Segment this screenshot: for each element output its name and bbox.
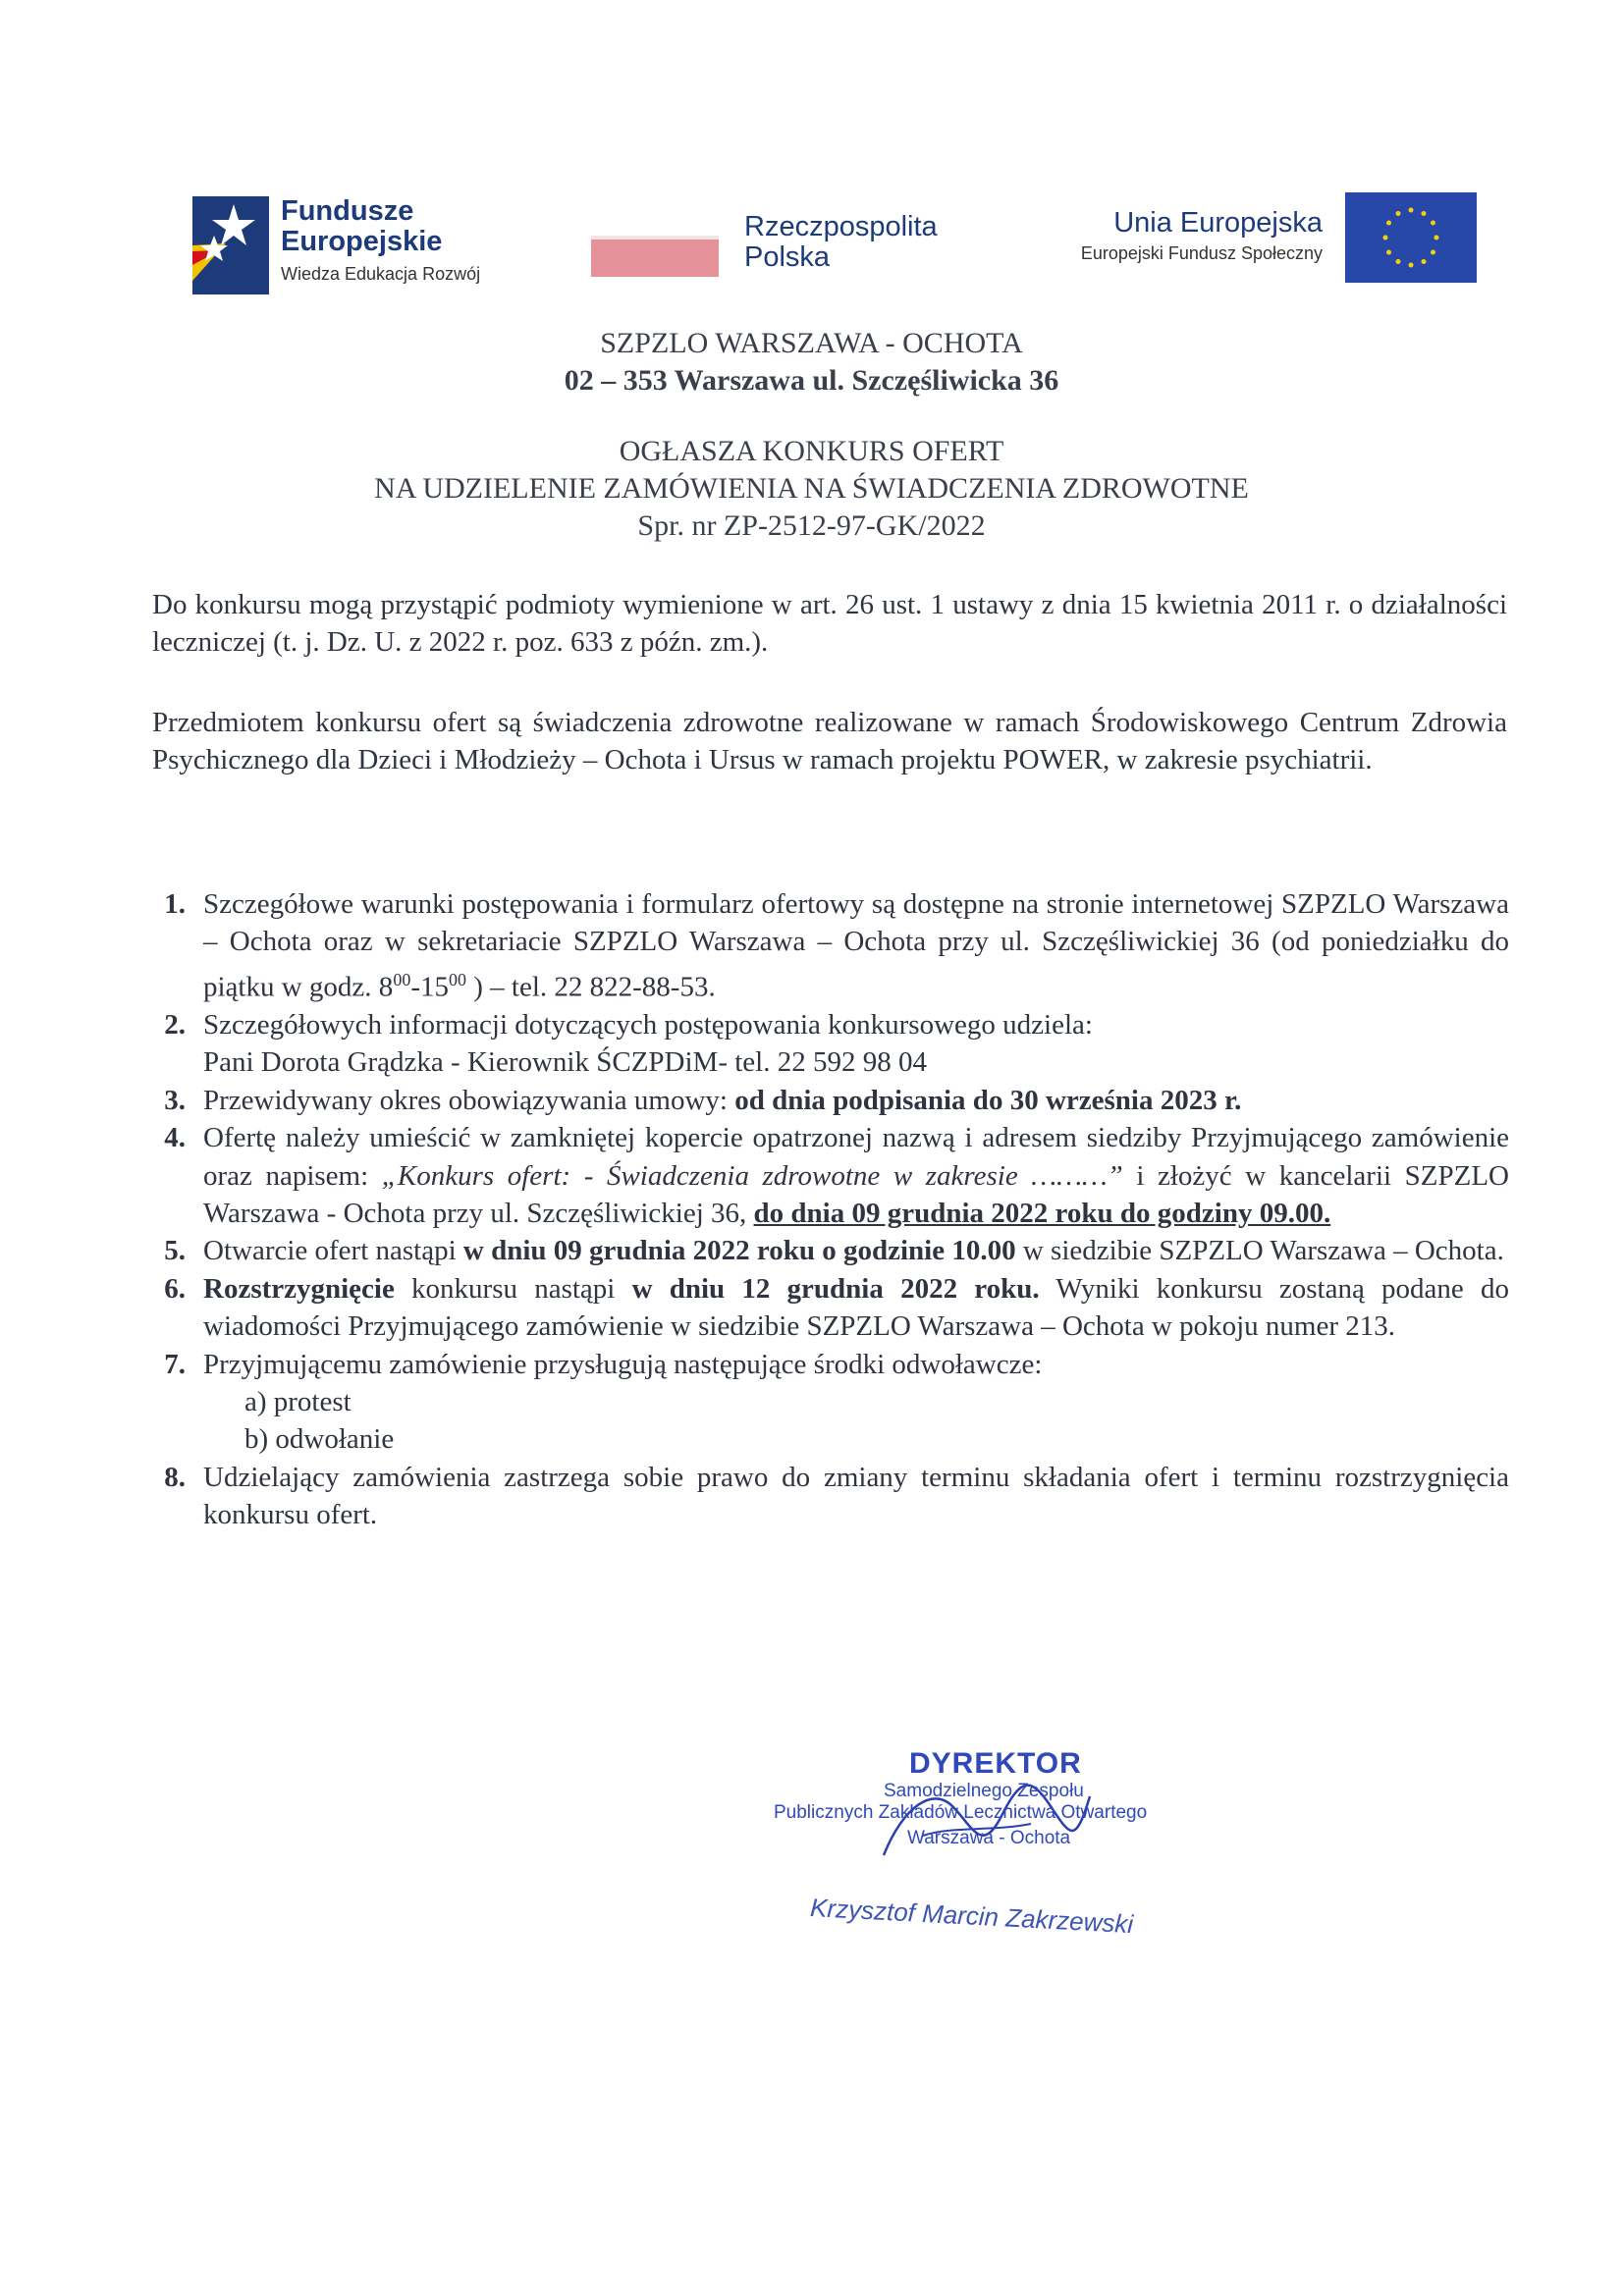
item1-phone: ) – tel. 22 822-88-53. — [465, 971, 716, 1003]
item3-text: Przewidywany okres obowiązywania umowy: — [203, 1084, 735, 1116]
logo-bar — [0, 192, 1623, 300]
org-address: 02 – 353 Warszawa ul. Szczęśliwicka 36 — [564, 364, 1059, 397]
item-number: 6. — [164, 1272, 186, 1305]
item-number: 2. — [164, 1008, 186, 1041]
intro-paragraph-2 — [152, 704, 1507, 778]
item4-submit: i złożyć w kancelarii SZPZLO Warszawa - Ochota przy ul. Szczęśliwickiej 36, — [203, 1159, 1509, 1229]
item6-heading: Rozstrzygnięcie — [203, 1272, 395, 1305]
item5-text: Otwarcie ofert nastąpi — [203, 1235, 463, 1267]
item3-period: od dnia podpisania do 30 września 2023 r. — [734, 1084, 1242, 1116]
list-item — [152, 1006, 1509, 1082]
case-number: Spr. nr ZP-2512-97-GK/2022 — [637, 509, 986, 542]
stamp-line3: Warszawa - Ochota — [907, 1828, 1071, 1848]
fe-tagline: Wiedza Edukacja Rozwój — [281, 264, 481, 284]
fundusze-europejskie-logo-text — [281, 196, 480, 287]
stamp-line1: Samodzielnego Zespołu — [884, 1781, 1084, 1801]
polish-flag-icon — [591, 236, 719, 277]
director-stamp — [766, 1747, 1237, 1944]
list-item — [152, 1082, 1509, 1119]
intro-p2: Przedmiotem konkursu ofert są świadczenia zdrowotne realizowane w ramach Środowiskowego Centrum Zdrowia Psychicznego dla Dzieci i Młodzieży – Ochota i Ursus w ramach projektu POWER, w zakresie psychiatrii. — [152, 707, 1507, 775]
item-number: 3. — [164, 1084, 186, 1116]
fe-line1: Fundusze — [281, 195, 414, 227]
item4-envelope-label: „Konkurs ofert: - Świadczenia zdrowotne w zakresie ………” — [381, 1159, 1123, 1192]
item5-place: w siedzibie SZPZLO Warszawa – Ochota. — [1015, 1235, 1504, 1267]
item7-appeal: b) odwołanie — [244, 1423, 395, 1456]
org-name: SZPZLO WARSZAWA - OCHOTA — [600, 327, 1023, 359]
title-line2: NA UDZIELENIE ZAMÓWIENIA NA ŚWIADCZENIA ZDROWOTNE — [374, 472, 1249, 505]
item7-text: Przyjmującemu zamówienie przysługują następujące środki odwoławcze: — [203, 1348, 1043, 1380]
item1-text: Szczegółowe warunki postępowania i formularz ofertowy są dostępne na stronie internetowej SZPZLO Warszawa – Ochota oraz w sekretariacie SZPZLO Warszawa – Ochota przy ul. Szczęśliwickiej 36 (od poniedziałku do piątku w godz. 8 — [203, 888, 1509, 1003]
item4-deadline: do dnia 09 grudnia 2022 roku do godziny 09.00. — [753, 1197, 1331, 1229]
item-number: 7. — [164, 1348, 186, 1380]
title-line1: OGŁASZA KONKURS OFERT — [619, 435, 1004, 467]
item2-contact: Pani Dorota Grądzka - Kierownik ŚCZPDiM- tel. 22 592 98 04 — [203, 1046, 927, 1079]
list-item — [152, 1346, 1509, 1459]
item-number: 1. — [164, 888, 186, 920]
fe-line2: Europejskie — [281, 226, 443, 257]
list-item — [152, 1119, 1509, 1232]
stamp-line2: Publicznych Zakładów Lecznictwa Otwartego — [774, 1802, 1148, 1823]
ue-line2: Europejski Fundusz Społeczny — [1080, 243, 1323, 263]
item8-text: Udzielający zamówienia zastrzega sobie prawo do zmiany terminu składania ofert i terminu rozstrzygnięcia konkursu ofert. — [203, 1461, 1509, 1531]
item1-sup1: 00 — [393, 969, 411, 989]
conditions-list — [152, 885, 1509, 1534]
rp-line1: Rzeczpospolita — [744, 211, 938, 242]
stamp-title: DYREKTOR — [909, 1747, 1082, 1780]
item6-date: w dniu 12 grudnia 2022 roku. — [631, 1272, 1040, 1305]
item2-text: Szczegółowych informacji dotyczących postępowania konkursowego udziela: — [203, 1008, 1093, 1041]
rzeczpospolita-logo-text — [744, 212, 938, 273]
eu-logo-text — [1081, 206, 1323, 267]
fundusze-europejskie-star-icon — [192, 196, 269, 294]
rp-line2: Polska — [744, 241, 831, 273]
eu-stars-icon — [1345, 192, 1477, 283]
item4-text: Ofertę należy umieścić w zamkniętej kopercie opatrzonej nazwą i adresem siedziby Przyjmującego zamówienie oraz napisem: — [203, 1122, 1509, 1192]
list-item — [152, 885, 1509, 1006]
item1-sup2: 00 — [448, 969, 466, 989]
item6-results: Wyniki konkursu zostaną podane do wiadomości Przyjmującego zamówienie w siedzibie SZPZLO Warszawa – Ochota w pokoju numer 213. — [203, 1272, 1509, 1343]
item-number: 4. — [164, 1122, 186, 1154]
intro-p1: Do konkursu mogą przystąpić podmioty wymienione w art. 26 ust. 1 ustawy z dnia 15 kwietnia 2011 r. o działalności leczniczej (t. j. Dz. U. z 2022 r. poz. 633 z późn. zm.). — [152, 589, 1507, 658]
item7-protest: a) protest — [244, 1385, 352, 1417]
list-item — [152, 1459, 1509, 1534]
signer-name: Krzysztof Marcin Zakrzewski — [809, 1893, 1134, 1940]
item1-mid: -15 — [410, 971, 449, 1003]
item5-date: w dniu 09 grudnia 2022 roku o godzinie 10.00 — [462, 1235, 1016, 1267]
intro-paragraph-1 — [152, 586, 1507, 661]
eu-flag-icon — [1345, 192, 1477, 283]
item-number: 5. — [164, 1235, 186, 1267]
list-item — [152, 1270, 1509, 1346]
item-number: 8. — [164, 1461, 186, 1493]
ue-line1: Unia Europejska — [1113, 207, 1323, 239]
item6-text: konkursu nastąpi — [394, 1272, 632, 1305]
list-item — [152, 1232, 1509, 1269]
